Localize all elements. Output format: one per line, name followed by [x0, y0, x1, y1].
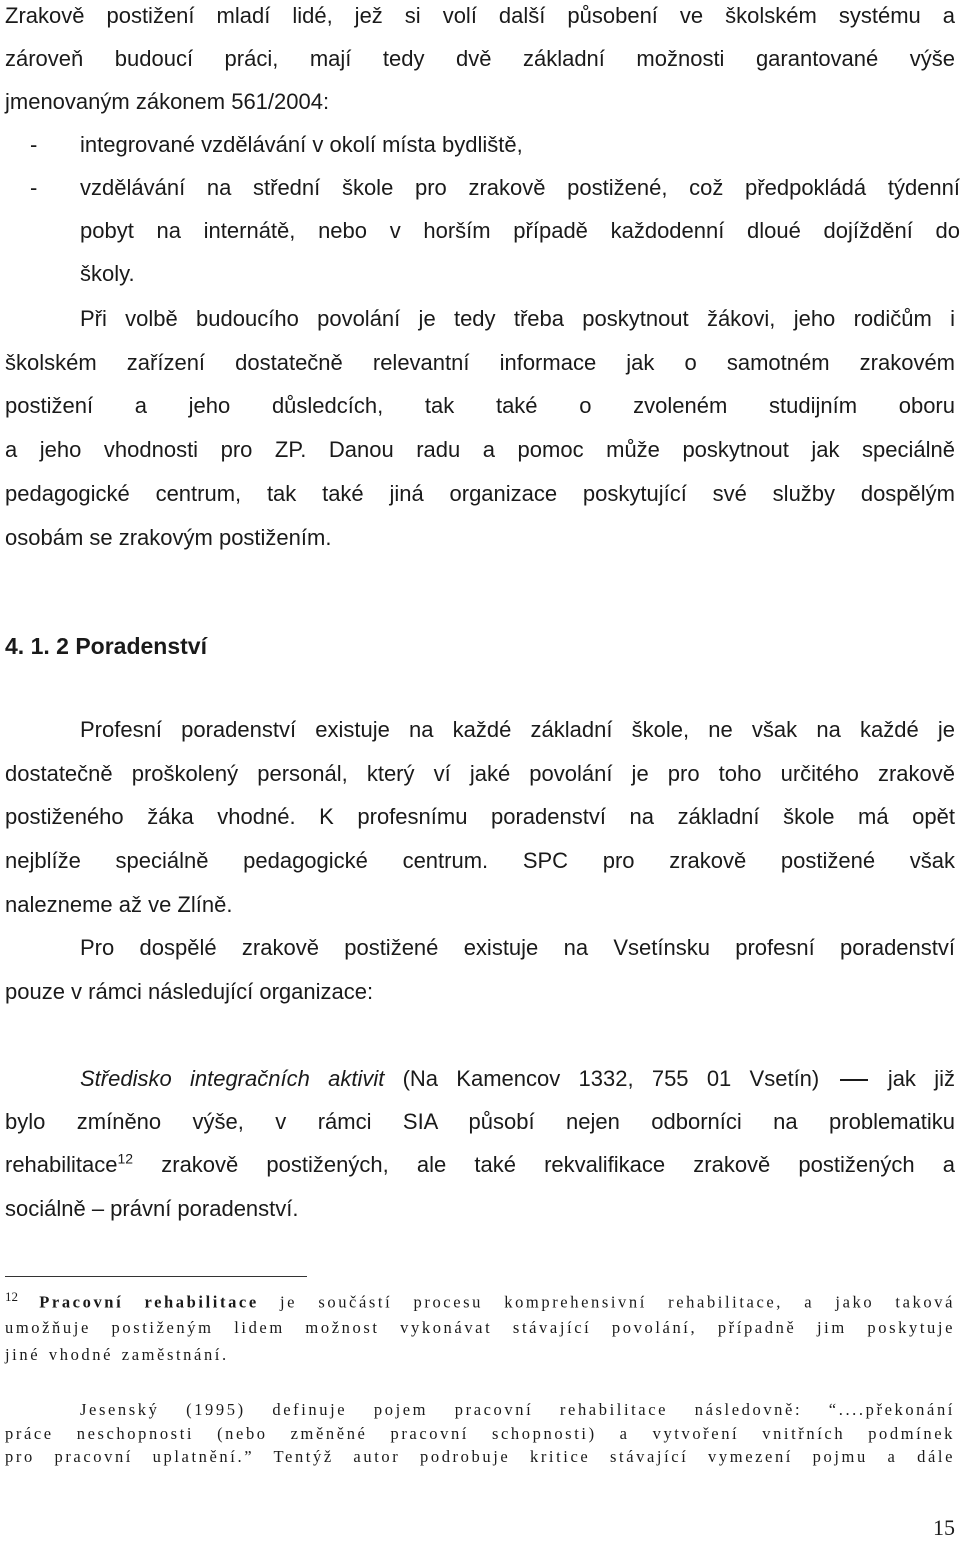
p5-line: bylo zmíněno výše, v rámci SIA působí nejen odborníci na problematiku: [5, 1109, 955, 1134]
section-heading: 4. 1. 2 Poradenství: [5, 633, 207, 659]
footnote-line: umožňuje postiženým lidem možnost vykonávat stávající povolání, případně jim poskytuje: [5, 1318, 955, 1337]
p1-line: jmenovaným zákonem 561/2004:: [5, 89, 330, 114]
p2-line: pedagogické centrum, tak také jiná organizace poskytující své služby dospělým: [5, 481, 955, 506]
list-dash: -: [30, 175, 38, 200]
p4-line: pouze v rámci následující organizace:: [5, 979, 374, 1004]
footnote-line: [5, 1289, 955, 1313]
footnote-text: je součástí procesu komprehensivní rehabilitace, a jako taková: [258, 1292, 955, 1312]
list-item-text: vzdělávání na střední škole pro zrakově postižené, což předpokládá týdenní: [80, 175, 960, 200]
list-item-text: školy.: [80, 261, 135, 286]
list-item-text: pobyt na internátě, nebo v horším případě každodenní dloué dojíždění do: [80, 218, 960, 243]
footnote-reference[interactable]: 12: [117, 1150, 134, 1167]
p3-line: nalezneme až ve Zlíně.: [5, 892, 233, 917]
footnote-term: Pracovní rehabilitace: [39, 1292, 259, 1312]
p1-line: zároveň budoucí práci, mají tedy dvě základní možnosti garantované výše: [5, 46, 955, 71]
p2-line: a jeho vhodnosti pro ZP. Danou radu a pomoc může poskytnout jak speciálně: [5, 437, 955, 462]
footnote-line: práce neschopnosti (nebo změněné pracovní schopnosti) a vytvoření vnitřních podmínek: [5, 1424, 955, 1443]
list-item-text: integrované vzdělávání v okolí místa bydliště,: [80, 132, 523, 157]
list-dash: -: [30, 132, 38, 157]
footnote-line: Jesenský (1995) definuje pojem pracovní rehabilitace následovně: “....překonání: [80, 1400, 955, 1419]
organization-address: (Na Kamencov 1332, 755 01 Vsetín): [384, 1066, 820, 1091]
p4-line: Pro dospělé zrakově postižené existuje na Vsetínsku profesní poradenství: [80, 935, 955, 960]
footnote-divider: [5, 1276, 307, 1277]
footnote-line: pro pracovní uplatnění.” Tentýž autor podrobuje kritice stávající vymezení pojmu a dále: [5, 1447, 955, 1466]
p3-line: dostatečně proškolený personál, který ví jaké povolání je pro toho určitého zrakově: [5, 761, 955, 786]
page-number: 15: [933, 1515, 955, 1540]
p2-line: postižení a jeho důsledcích, tak také o zvoleném studijním oboru: [5, 393, 955, 418]
p5-line: sociálně – právní poradenství.: [5, 1196, 299, 1221]
dash-separator: [840, 1079, 868, 1081]
p3-line: postiženého žáka vhodné. K profesnímu poradenství na základní škole má opět: [5, 804, 955, 829]
p1-line: Zrakově postižení mladí lidé, jež si volí další působení ve školském systému a: [5, 3, 955, 28]
p2-line: školském zařízení dostatečně relevantní informace jak o samotném zrakovém: [5, 350, 955, 375]
p2-line: osobám se zrakovým postižením.: [5, 525, 332, 550]
p5-line-end: jak již: [887, 1066, 955, 1091]
p2-line: Při volbě budoucího povolání je tedy třeba poskytnout žákovi, jeho rodičům i: [80, 306, 955, 331]
p5-word: rehabilitace: [5, 1152, 118, 1177]
footnote-number: 12: [5, 1289, 18, 1304]
p5-rest: zrakově postižených, ale také rekvalifikace zrakově postižených a: [133, 1152, 955, 1177]
p5-line: [5, 1152, 955, 1178]
organization-name: Středisko integračních aktivit: [80, 1066, 385, 1091]
footnote-line: jiné vhodné zaměstnání.: [5, 1345, 229, 1364]
p3-line: Profesní poradenství existuje na každé základní škole, ne však na každé je: [80, 717, 955, 742]
p5-line: [5, 1066, 955, 1092]
p3-line: nejblíže speciálně pedagogické centrum. SPC pro zrakově postižené však: [5, 848, 955, 873]
